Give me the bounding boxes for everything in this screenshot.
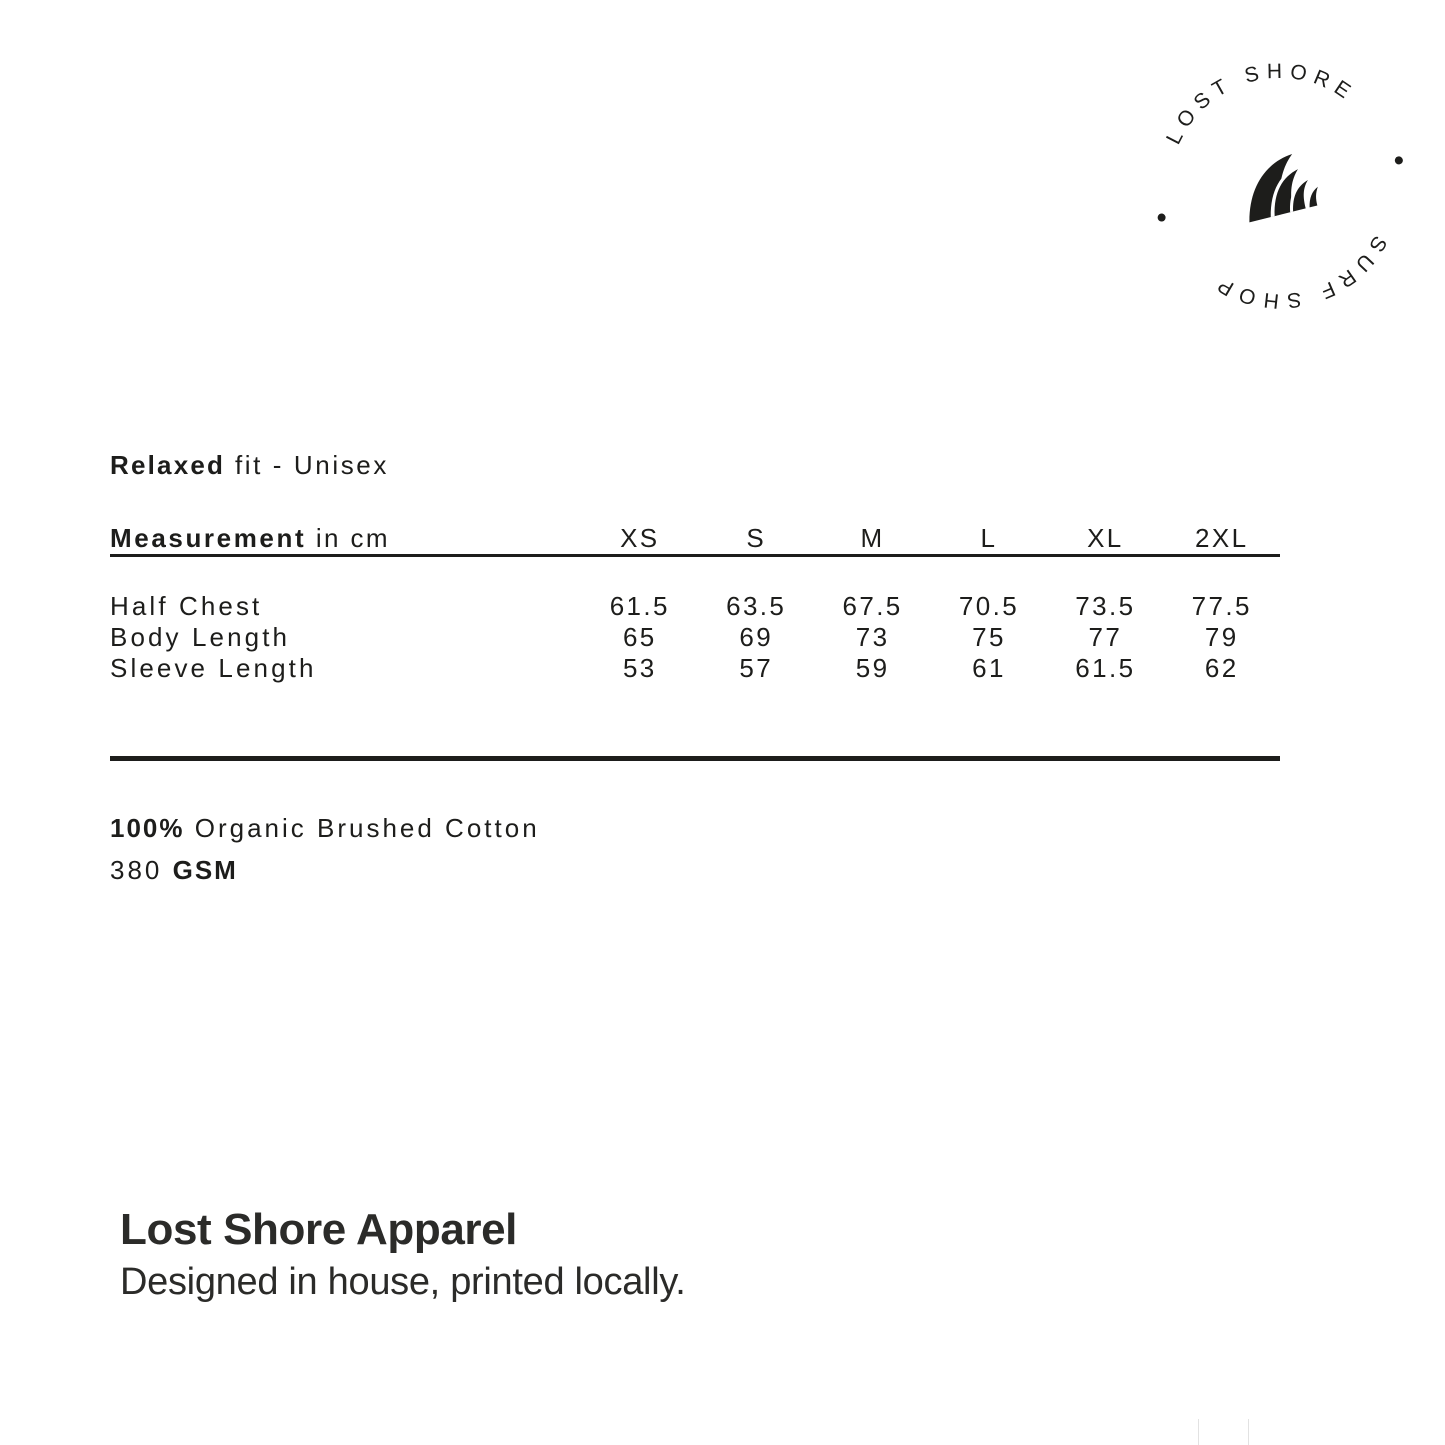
table-row: [110, 622, 1280, 653]
brand-tagline: Designed in house, printed locally.: [120, 1261, 686, 1303]
table-spacer-row: [110, 556, 1280, 592]
table-row: [110, 591, 1280, 622]
fit-line: [110, 450, 1290, 481]
fit-label-strong: Relaxed: [110, 450, 226, 480]
material-fabric: Organic Brushed Cotton: [184, 813, 540, 843]
material-weight-value: 380: [110, 855, 173, 886]
table-row: [110, 653, 1280, 714]
cell-half-chest-s: 63.5: [726, 591, 787, 621]
cell-body-length-xs: 65: [622, 622, 657, 652]
cell-sleeve-length-s: 57: [739, 653, 774, 683]
cell-body-length-m: 73: [855, 622, 890, 652]
cell-half-chest-l: 70.5: [958, 591, 1020, 621]
cell-half-chest-xs: 61.5: [609, 591, 670, 621]
cell-body-length-xl: 77: [1088, 622, 1123, 652]
row-label-half-chest: Half Chest: [110, 591, 263, 621]
cell-sleeve-length-xs: 53: [622, 653, 657, 683]
size-header-xs: XS: [620, 523, 660, 553]
size-header-s: S: [746, 523, 767, 553]
brand-name: Lost Shore Apparel: [120, 1205, 518, 1254]
measurement-header: [110, 523, 582, 556]
row-label-sleeve-length: Sleeve Length: [110, 653, 317, 683]
svg-text:LOST SHORE: LOST SHORE: [1162, 59, 1361, 149]
size-header-xl: XL: [1087, 523, 1124, 553]
table-bottom-divider: [110, 756, 1280, 761]
row-label-body-length: Body Length: [110, 622, 291, 652]
cell-half-chest-2xl: 77.5: [1191, 591, 1252, 621]
cell-sleeve-length-xl: 61.5: [1075, 653, 1136, 683]
size-chart-header: [110, 523, 1280, 556]
cell-sleeve-length-2xl: 62: [1204, 653, 1239, 683]
material-percent: 100%: [110, 813, 185, 843]
footer-block: [120, 1205, 1020, 1304]
crop-mark-right: [1248, 1419, 1249, 1445]
cell-sleeve-length-l: 61: [972, 653, 1006, 683]
size-spec-block: [110, 450, 1290, 891]
measurement-header-rest: in cm: [306, 523, 390, 553]
size-chart-table: [110, 523, 1280, 714]
cell-half-chest-xl: 73.5: [1075, 591, 1136, 621]
cell-body-length-s: 69: [739, 622, 774, 652]
cell-half-chest-m: 67.5: [842, 591, 903, 621]
material-info: [110, 807, 1290, 891]
material-weight-unit: GSM: [172, 855, 238, 886]
fit-label-rest: fit - Unisex: [225, 450, 389, 480]
svg-text:SURF SHOP: SURF SHOP: [1207, 231, 1392, 313]
size-header-l: L: [980, 523, 998, 553]
cell-body-length-l: 75: [972, 622, 1006, 652]
cell-sleeve-length-m: 59: [855, 653, 890, 683]
size-header-2xl: 2XL: [1195, 523, 1249, 553]
size-header-m: M: [860, 523, 885, 553]
measurement-header-strong: Measurement: [110, 523, 307, 553]
brand-logo-badge: [1130, 38, 1430, 338]
cell-body-length-2xl: 79: [1204, 622, 1239, 652]
crop-mark-left: [1198, 1419, 1199, 1445]
